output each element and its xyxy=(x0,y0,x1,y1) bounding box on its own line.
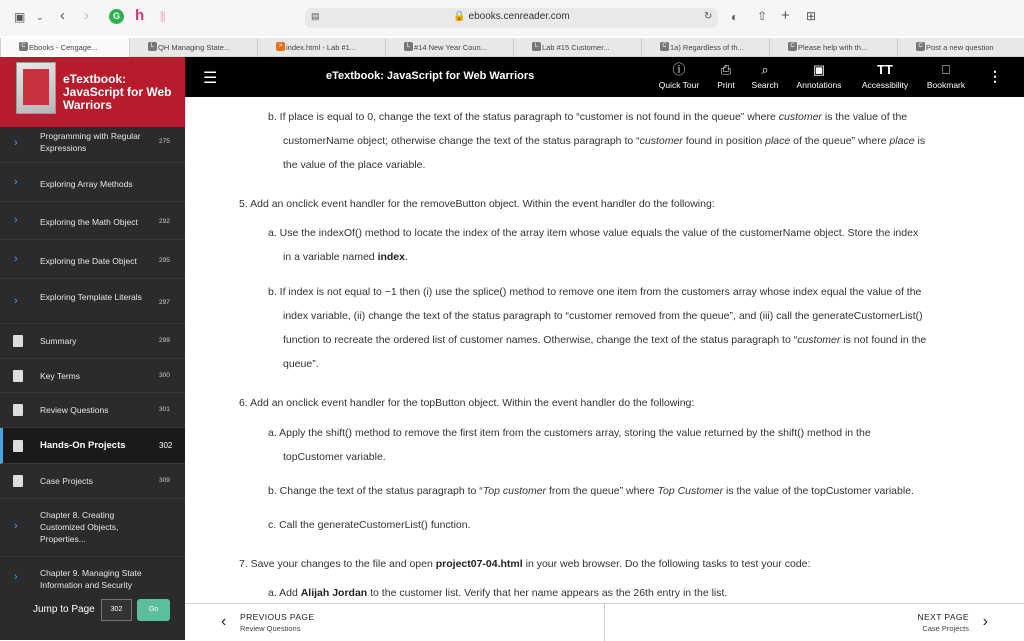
chevron-right-icon: › xyxy=(14,520,18,532)
tab-please-help[interactable]: C Please help with th... xyxy=(769,38,897,57)
document-icon xyxy=(13,440,23,452)
search-icon: ⌕ xyxy=(761,62,769,77)
chevron-left-icon: ‹ xyxy=(221,613,227,630)
step-6a-line-1: a. Apply the shift() method to remove the first item from the customers array, storing the value returned by the shift() method in the xyxy=(268,427,871,439)
step-5b-line-1: b. If index is not equal to −1 then (i) use the splice() method to remove one item from the customers array whose index equal the value of the xyxy=(268,286,922,298)
step-6b: b. Change the text of the status paragraph to “Top customer from the queue” where Top Customer is the value of the topCustomer variable. xyxy=(268,485,914,497)
honey-icon[interactable]: h xyxy=(135,7,145,24)
page-title: eTextbook: JavaScript for Web Warriors xyxy=(326,70,535,82)
sidebar-book-title: eTextbook: JavaScript for Web Warriors xyxy=(63,72,172,112)
bookmark-button[interactable]: ⎕ Bookmark xyxy=(922,62,970,90)
chegg-icon: C xyxy=(660,42,669,51)
book-cover-thumbnail xyxy=(16,62,56,114)
lab-icon: L xyxy=(404,42,413,51)
search-button[interactable]: ⌕ Search xyxy=(748,62,782,90)
step-6a-line-2: topCustomer variable. xyxy=(283,451,386,463)
print-button[interactable]: ⎙ Print xyxy=(711,62,741,90)
step-5a-line-1: a. Use the indexOf() method to locate the index of the array item whose value equals the value of the customerName object. Store the index xyxy=(268,227,919,239)
share-icon[interactable]: ⇧ xyxy=(757,9,768,23)
document-icon xyxy=(13,404,23,416)
tab-regardless[interactable]: C 1a) Regardless of th... xyxy=(641,38,769,57)
new-tab-icon[interactable]: + xyxy=(781,7,790,24)
sidebar-toggle-icon[interactable]: ▣ xyxy=(14,10,26,24)
toc-item-case-projects[interactable]: Case Projects 309 xyxy=(0,464,185,499)
chevron-right-icon: › xyxy=(14,295,18,307)
previous-page-link[interactable]: ‹ PREVIOUS PAGE Review Questions xyxy=(221,612,315,633)
chevron-right-icon: › xyxy=(982,613,988,630)
chegg-icon: C xyxy=(788,42,797,51)
jump-go-button[interactable]: Go xyxy=(137,599,170,621)
shield-icon[interactable]: ◐ xyxy=(731,10,739,24)
step-6c: c. Call the generateCustomerList() function. xyxy=(268,519,471,531)
chevron-right-icon: › xyxy=(14,214,18,226)
toc-item-hands-on-projects[interactable]: Hands-On Projects 302 xyxy=(0,428,185,464)
step-4b-line-1: b. If place is equal to 0, change the text of the status paragraph to “customer is not found in the queue” where customer is the value of the xyxy=(268,111,908,123)
back-icon[interactable]: ‹ xyxy=(60,7,65,24)
chegg-icon: C xyxy=(916,42,925,51)
more-options-icon[interactable]: ⋮ xyxy=(988,68,1002,84)
toc-item-key-terms[interactable]: Key Terms 300 xyxy=(0,359,185,393)
tab-new-year-countdown[interactable]: L #14 New Year Coun... xyxy=(385,38,513,57)
step-5: 5. Add an onclick event handler for the removeButton object. Within the event handler do the following: xyxy=(239,198,715,210)
bookmark-icon: ⎕ xyxy=(942,62,950,77)
chevron-right-icon: › xyxy=(14,253,18,265)
toc-item-array-methods[interactable]: › Exploring Array Methods xyxy=(0,163,185,202)
toc-item-date-object[interactable]: › Exploring the Date Object 295 xyxy=(0,240,185,279)
step-5b-line-2: index variable, (ii) change the text of the status paragraph to “customer removed from the queue”, and (iii) call the generateCustomerList() xyxy=(283,310,923,322)
step-7: 7. Save your changes to the file and open project07-04.html in your web browser. Do the following tasks to test your code: xyxy=(239,558,811,570)
lab-icon: L xyxy=(532,42,541,51)
address-bar[interactable] xyxy=(305,8,718,28)
extension-icon[interactable]: ⫼ xyxy=(160,10,166,24)
step-4b-line-2: customerName object; otherwise change the text of the status paragraph to “customer found in position place of the queue” where place is xyxy=(283,135,926,147)
table-of-contents xyxy=(0,127,185,640)
document-icon xyxy=(13,335,23,347)
toc-item-review-questions[interactable]: Review Questions 301 xyxy=(0,393,185,428)
toc-item-regular-expressions[interactable]: › Programming with Regular Expressions 275 xyxy=(0,127,185,163)
step-5a-line-2: in a variable named index. xyxy=(283,251,408,263)
toc-item-summary[interactable]: Summary 299 xyxy=(0,324,185,359)
next-page-link[interactable]: NEXT PAGE Case Projects › xyxy=(917,612,988,633)
tab-overview-icon[interactable]: ⊞ xyxy=(806,9,817,23)
jump-to-page-label: Jump to Page xyxy=(33,604,95,615)
toc-item-template-literals[interactable]: › Exploring Template Literals 297 xyxy=(0,279,185,324)
grammarly-icon[interactable]: G xyxy=(109,9,124,24)
lab-icon: L xyxy=(148,42,157,51)
collapse-menu-icon[interactable]: ☰ xyxy=(203,70,218,87)
jump-to-page-input[interactable]: 302 xyxy=(101,599,132,621)
tab-lab-15-customer[interactable]: L Lab #15 Customer... xyxy=(513,38,641,57)
page-navigation-footer xyxy=(185,603,1024,640)
annotations-icon: ▣ xyxy=(812,62,826,77)
step-7a: a. Add Alijah Jordan to the customer list. Verify that her name appears as the 26th entry in the list. xyxy=(268,587,728,599)
chevron-right-icon: › xyxy=(14,137,18,149)
tab-ebooks-cengage[interactable]: C Ebooks - Cengage... xyxy=(0,38,129,57)
help-circle-icon: ⓘ xyxy=(672,62,686,77)
tab-post-question[interactable]: C Post a new question xyxy=(897,38,1024,57)
forward-icon[interactable]: › xyxy=(84,7,89,24)
browser-toolbar xyxy=(0,0,1024,36)
reload-icon[interactable]: ↻ xyxy=(704,11,713,22)
reading-pane xyxy=(185,97,1024,603)
toc-item-chapter-8[interactable]: › Chapter 8. Creating Customized Objects, Properties... xyxy=(0,499,185,557)
tab-strip xyxy=(0,38,1024,57)
code-icon: > xyxy=(276,42,285,51)
document-icon xyxy=(13,475,23,487)
step-5b-line-3: function to recreate the ordered list of customer names. Otherwise, change the text of the status paragraph to “customer is not found in the xyxy=(283,334,927,346)
toc-item-chapter-9[interactable]: › Chapter 9. Managing State Information and Security xyxy=(14,568,142,590)
chevron-down-icon[interactable]: ⌄ xyxy=(36,12,44,22)
step-6: 6. Add an onclick event handler for the topButton object. Within the event handler do the following: xyxy=(239,397,695,409)
tab-qh-managing-state[interactable]: L QH Managing State... xyxy=(129,38,257,57)
tab-index-html[interactable]: > index.html - Lab #1... xyxy=(257,38,385,57)
accessibility-button[interactable]: TT Accessibility xyxy=(857,62,913,90)
step-5b-line-4: queue”. xyxy=(283,358,319,370)
quick-tour-button[interactable]: ⓘ Quick Tour xyxy=(654,62,704,90)
printer-icon: ⎙ xyxy=(720,62,732,77)
toc-item-math-object[interactable]: › Exploring the Math Object 292 xyxy=(0,202,185,240)
lock-icon: 🔒 xyxy=(453,11,466,22)
reader-icon[interactable]: ▤ xyxy=(311,11,320,21)
document-icon xyxy=(13,370,23,382)
cengage-icon: C xyxy=(19,42,28,51)
chevron-right-icon: › xyxy=(14,176,18,188)
step-4b-line-3: the value of the place variable. xyxy=(283,159,426,171)
url-text: ebooks.cenreader.com xyxy=(468,11,570,22)
annotations-button[interactable]: ▣ Annotations xyxy=(791,62,847,90)
text-size-icon: TT xyxy=(877,62,893,77)
chevron-right-icon: › xyxy=(14,571,18,583)
